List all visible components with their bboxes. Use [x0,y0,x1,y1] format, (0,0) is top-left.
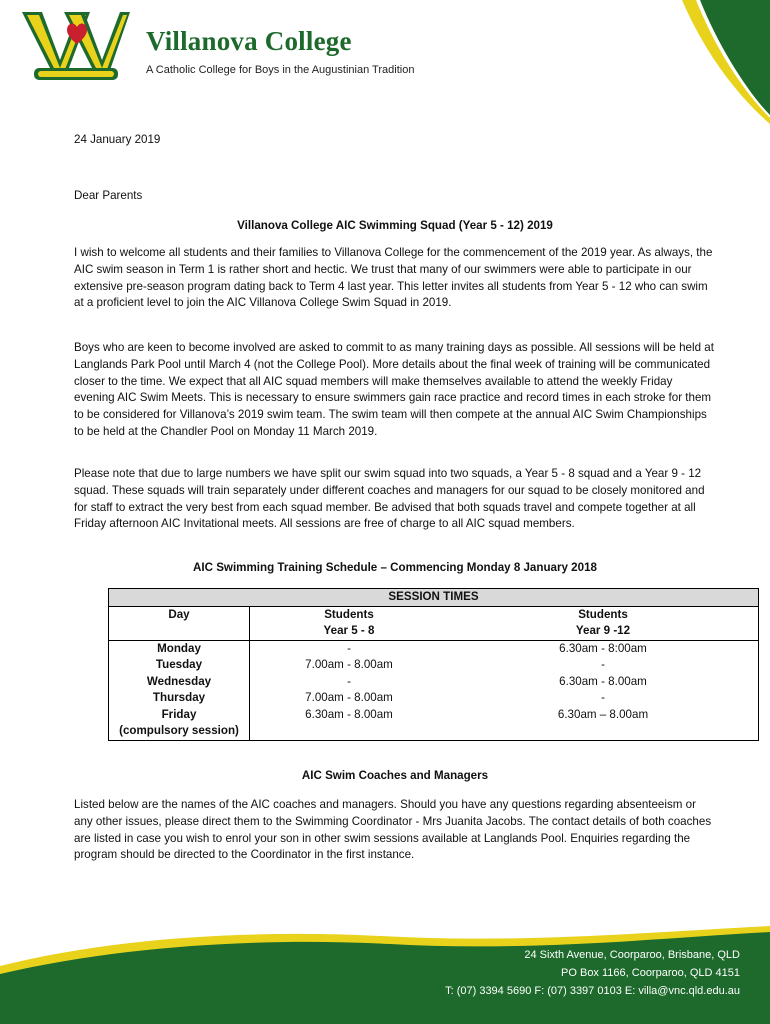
year9-12-time-cell: - [448,657,759,674]
letter-date: 24 January 2019 [74,133,161,146]
day-cell: Wednesday [109,674,250,691]
day-cell: Tuesday [109,657,250,674]
year5-8-time-cell: 6.30am - 8.00am [250,707,449,741]
table-row [109,674,759,691]
column-header-day: Day [109,606,250,640]
college-crest-logo [20,8,132,90]
column-header-year9-12-line1: Students [448,606,759,623]
paragraph-squads: Please note that due to large numbers we have split our swim squad into two squads, a Year 5 - 8 squad and a Year 9 - 12 squad. These squads will train separately under different coaches and managers for our squad to be closely monitored and for staff to extract the very best from each squad member. Be advised that both squads travel and compete together at all Friday afternoon AIC Invitational meets. All sessions are free of charge to all AIC squad members. [74,467,705,531]
year5-8-time-cell: 7.00am - 8.00am [250,657,449,674]
column-header-year5-8-line1: Students [250,606,449,623]
year5-8-time-cell: - [250,674,449,691]
column-header-year9-12-line2: Year 9 -12 [448,623,759,640]
paragraph-coaches: Listed below are the names of the AIC coaches and managers. Should you have any questions regarding absenteeism or any other issues, please direct them to the Swimming Coordinator - Mrs Juanita Jacobs. The contact details of both coaches are listed in case you wish to enrol your son in other swim sessions available at Langlands Pool. Enquiries regarding the program should be directed to the Coordinator in the first instance. [74,798,712,862]
training-schedule-table [108,588,759,741]
schedule-title: AIC Swimming Training Schedule – Commencing Monday 8 January 2018 [193,561,597,574]
paragraph-commitment: Boys who are keen to become involved are asked to commit to as many training days as possible. All sessions will be held at Langlands Park Pool until March 4 (not the College Pool). More details about the final week of training will be communicated closer to the time. We expect that all AIC squad members will make themselves available to attend the weekly Friday evening AIC Swim Meets. This is necessary to ensure swimmers gain race practice and record times in each stroke for them to be considered for Villanova’s 2019 swim team. The swim team will then compete at the annual AIC Swim Championships to be held at the Chandler Pool on Monday 11 March 2019. [74,341,714,438]
column-header-year5-8-line2: Year 5 - 8 [250,623,449,640]
year9-12-time-cell: - [448,690,759,707]
friday-label: Friday [161,707,197,721]
day-cell-friday [109,707,250,741]
paragraph-welcome: I wish to welcome all students and their families to Villanova College for the commencement of the 2019 year. As always, the AIC swim season in Term 1 is rather short and hectic. We trust that many of our swimmers were able to participate in our extensive pre-season program dating back to Term 4 last year. This letter invites all students from Year 5 - 12 who can swim at a proficient level to join the AIC Villanova College Swim Squad in 2019. [74,246,713,310]
table-row [109,707,759,741]
year5-8-time-cell: - [250,640,449,657]
year9-12-time-cell: 6.30am - 8:00am [448,640,759,657]
friday-compulsory-note: (compulsory session) [119,724,239,737]
year5-8-time-cell: 7.00am - 8.00am [250,690,449,707]
college-tagline: A Catholic College for Boys in the Augustinian Tradition [146,64,415,76]
coaches-title: AIC Swim Coaches and Managers [301,769,489,782]
day-cell: Monday [109,640,250,657]
table-row [109,657,759,674]
table-row [109,690,759,707]
footer-contact-line: T: (07) 3394 5690 F: (07) 3397 0103 E: villa@vnc.qld.edu.au [445,985,740,997]
year9-12-time-cell: 6.30am - 8.00am [448,674,759,691]
letter-title: Villanova College AIC Swimming Squad (Year 5 - 12) 2019 [237,219,553,232]
letter-salutation: Dear Parents [74,189,143,202]
table-row [109,640,759,657]
header-decorative-swoosh [640,0,770,140]
college-name: Villanova College [146,26,352,56]
footer-address-line2: PO Box 1166, Coorparoo, QLD 4151 [561,967,740,979]
year9-12-time-cell: 6.30am – 8.00am [448,707,759,741]
footer-address-line1: 24 Sixth Avenue, Coorparoo, Brisbane, QLD [524,949,740,961]
session-times-header: SESSION TIMES [109,589,759,607]
day-cell: Thursday [109,690,250,707]
